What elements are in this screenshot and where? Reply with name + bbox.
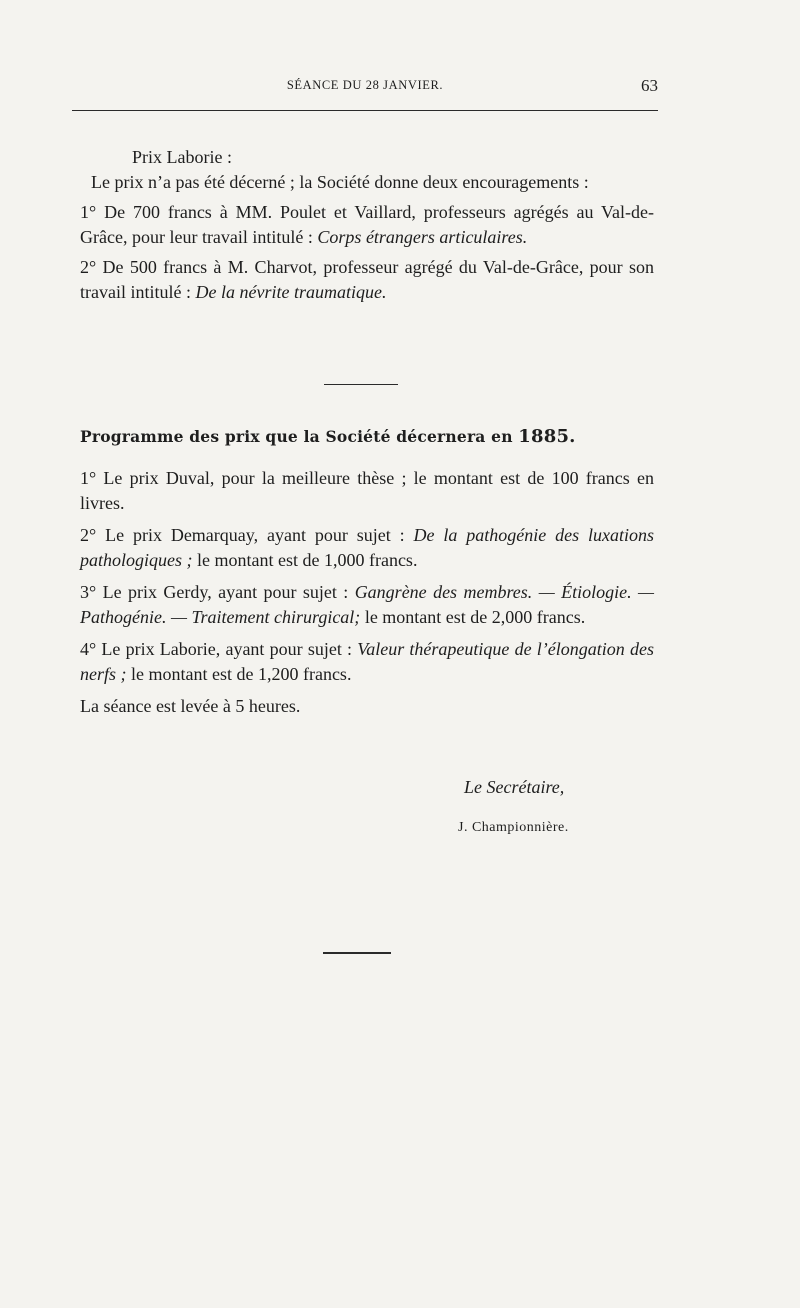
award-paragraph-1 xyxy=(80,200,654,250)
program-item-3 xyxy=(80,580,654,630)
program-heading xyxy=(80,426,654,447)
item-2-title: De la pathogénie des luxations pathologiques ; xyxy=(80,525,654,570)
end-rule xyxy=(323,952,391,954)
program-item-1: 1° Le prix Duval, pour la meilleure thèse ; le montant est de 100 francs en livres. xyxy=(80,468,654,513)
item-4-end: le montant est de 1,200 francs. xyxy=(126,664,352,684)
item-2-text: 2° Le prix Demarquay, ayant pour sujet : xyxy=(80,525,414,545)
award-1-title: Corps étrangers articulaires. xyxy=(317,227,528,247)
item-3-end: le montant est de 2,000 francs. xyxy=(360,607,586,627)
page-number: 63 xyxy=(641,76,658,95)
award-1-text: 1° De 700 francs à MM. Poulet et Vaillard, professeurs agrégés au Val-de-Grâce, pour leur travail intitulé : xyxy=(80,202,654,247)
item-3-title: Gangrène des membres. — Étiologie. — Pathogénie. — Traitement chirurgical; xyxy=(80,582,654,627)
award-2-text: 2° De 500 francs à M. Charvot, professeur agrégé du Val-de-Grâce, pour son travail intitulé : xyxy=(80,257,654,302)
signature-role: Le Secrétaire, xyxy=(464,777,565,797)
running-title: SÉANCE DU 28 JANVIER. xyxy=(286,78,444,92)
laborie-prize-section xyxy=(80,145,654,305)
program-section xyxy=(80,466,654,719)
award-2-title: De la névrite traumatique. xyxy=(195,282,387,302)
program-item-4 xyxy=(80,637,654,687)
closing-line: La séance est levée à 5 heures. xyxy=(80,696,301,716)
program-heading-year: 1885. xyxy=(518,426,576,447)
program-heading-text: Programme des prix que la Société décernera en xyxy=(80,427,519,446)
section-divider xyxy=(324,384,398,385)
item-3-text: 3° Le prix Gerdy, ayant pour sujet : xyxy=(80,582,355,602)
signature-block xyxy=(458,775,569,840)
item-2-end: le montant est de 1,000 francs. xyxy=(192,550,418,570)
signature-name: J. Championnière. xyxy=(458,820,569,835)
header-rule xyxy=(72,110,658,111)
award-paragraph-2 xyxy=(80,255,654,305)
item-4-title: Valeur thérapeutique de l’élongation des nerfs ; xyxy=(80,639,654,684)
prize-intro: Le prix n’a pas été décerné ; la Société donne deux encouragements : xyxy=(91,172,589,192)
program-item-2 xyxy=(80,523,654,573)
item-4-text: 4° Le prix Laborie, ayant pour sujet : xyxy=(80,639,358,659)
prize-title: Prix Laborie : xyxy=(132,147,232,167)
running-head xyxy=(72,76,658,98)
